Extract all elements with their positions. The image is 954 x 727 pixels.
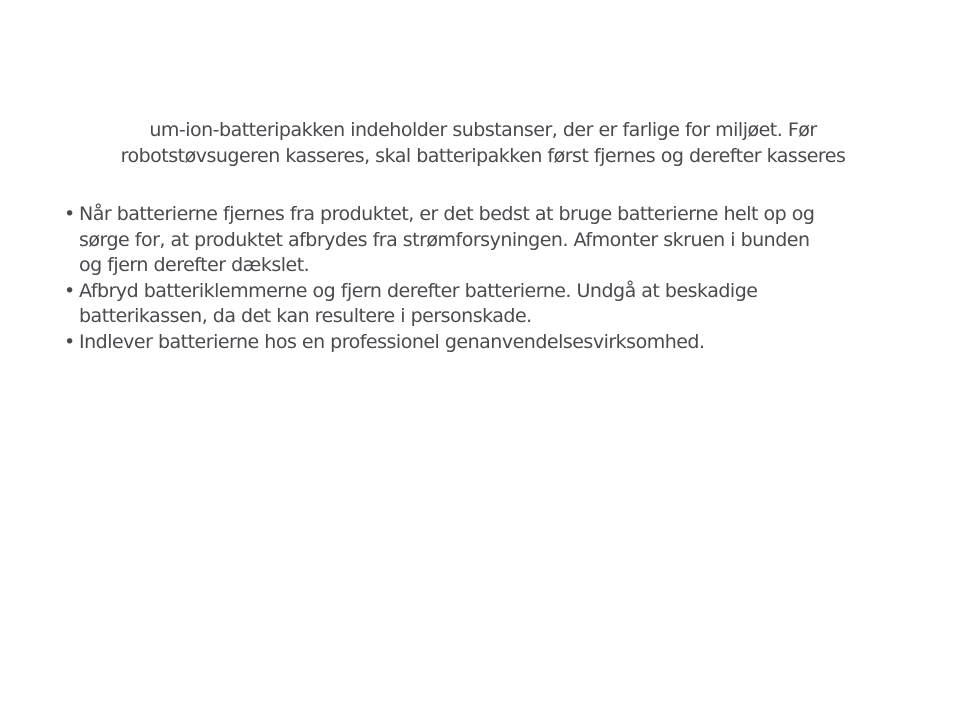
list-item [64, 202, 904, 279]
disposal-instructions-list [64, 202, 904, 355]
list-item-line: Indlever batterierne hos en professionel genanvendelsesvirksomhed. [79, 330, 705, 353]
list-item-line: og fjern derefter dækslet. [79, 254, 310, 276]
list-item [64, 330, 904, 356]
battery-intro-paragraph [70, 117, 896, 169]
list-item-line: sørge for, at produktet afbrydes fra strømforsyningen. Afmonter skruen i bunden [79, 228, 810, 251]
list-item-line: Når batterierne fjernes fra produktet, er det bedst at bruge batterierne helt op og [79, 203, 815, 225]
bullet-marker: • [64, 279, 75, 302]
list-item [64, 279, 904, 330]
bullet-marker: • [64, 330, 75, 353]
intro-line: um-ion-batteripakken indeholder substanser, der er farlige for miljøet. Før [149, 119, 817, 141]
list-item-line: batterikassen, da det kan resultere i personskade. [79, 305, 532, 327]
bullet-marker: • [64, 203, 75, 225]
list-item-line: Afbryd batteriklemmerne og fjern derefter batterierne. Undgå at beskadige [79, 279, 758, 302]
intro-line: robotstøvsugeren kasseres, skal batteripakken først fjernes og derefter kasseres [120, 145, 846, 167]
